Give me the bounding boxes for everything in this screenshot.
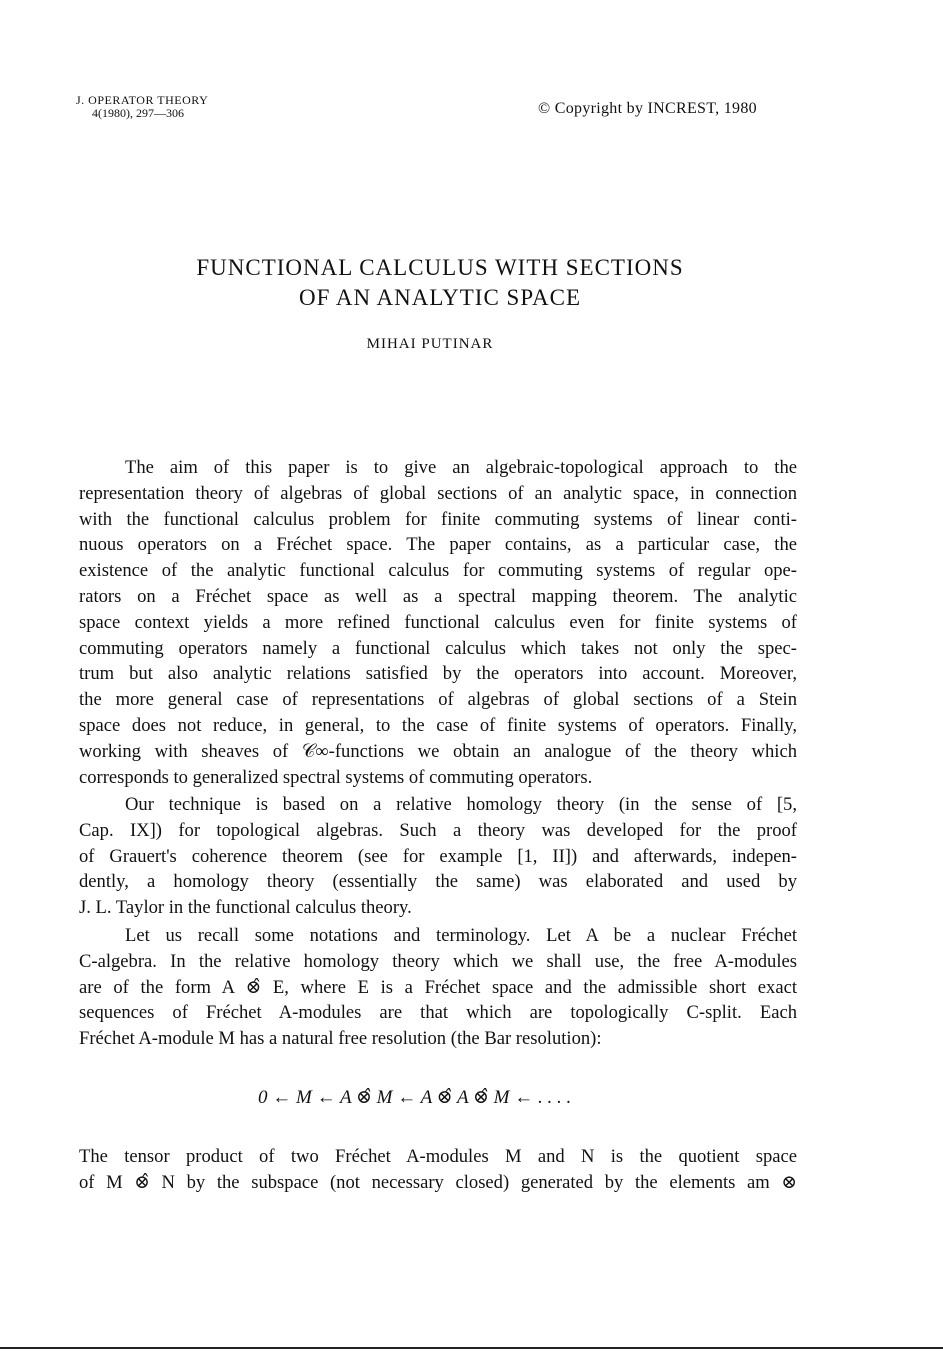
- text-line: trum but also analytic relations satisfied by the operators into account. Moreover,: [79, 663, 797, 685]
- copyright-notice: © Copyright by INCREST, 1980: [538, 100, 757, 117]
- text-line: representation theory of algebras of global sections of an analytic space, in connection: [79, 482, 797, 504]
- text-line: Fréchet A-module M has a natural free resolution (the Bar resolution):: [79, 1028, 602, 1050]
- paragraph-3: [79, 923, 797, 1052]
- text-line: existence of the analytic functional calculus for commuting systems of regular ope-: [79, 560, 797, 582]
- text-line: space context yields a more refined functional calculus even for finite systems of: [79, 611, 797, 633]
- text-line: nuous operators on a Fréchet space. The paper contains, as a particular case, the: [79, 534, 797, 556]
- journal-volume: 4(1980), 297—306: [92, 106, 184, 120]
- text-line: are of the form A ⊗̂ E, where E is a Fréchet space and the admissible short exact: [79, 976, 797, 998]
- text-line: The aim of this paper is to give an algebraic-topological approach to the: [125, 457, 797, 478]
- paragraph-1: [79, 455, 797, 790]
- text-line: The tensor product of two Fréchet A-modules M and N is the quotient space: [79, 1146, 797, 1167]
- text-line: of M ⊗̂ N by the subspace (not necessary closed) generated by the elements am ⊗: [79, 1171, 797, 1193]
- text-line: space does not reduce, in general, to the case of finite systems of operators. Finally,: [79, 714, 797, 736]
- text-line: of Grauert's coherence theorem (see for example [1, II]) and afterwards, indepen-: [79, 845, 797, 867]
- text-line: Our technique is based on a relative homology theory (in the sense of [5,: [125, 794, 797, 815]
- page-bottom-edge: [0, 1347, 943, 1349]
- text-line: working with sheaves of 𝒞∞-functions we obtain an analogue of the theory which: [79, 740, 797, 762]
- paper-title-line-1: FUNCTIONAL CALCULUS WITH SECTIONS: [196, 255, 684, 280]
- text-line: C-algebra. In the relative homology theory which we shall use, the free A-modules: [79, 950, 797, 972]
- text-line: Let us recall some notations and terminology. Let A be a nuclear Fréchet: [125, 925, 797, 946]
- bar-resolution-equation: 0 ← M ← A ⊗̂ M ← A ⊗̂ A ⊗̂ M ← . . . .: [258, 1087, 572, 1108]
- text-line: corresponds to generalized spectral systems of commuting operators.: [79, 766, 593, 788]
- text-line: with the functional calculus problem for finite commuting systems of linear conti-: [79, 508, 797, 530]
- journal-header: [76, 94, 208, 120]
- paragraph-4: [79, 1144, 797, 1196]
- paper-title-line-2: OF AN ANALYTIC SPACE: [298, 285, 582, 310]
- text-line: sequences of Fréchet A-modules are that which are topologically C-split. Each: [79, 1002, 797, 1024]
- journal-name: J. OPERATOR THEORY: [76, 93, 209, 107]
- text-line: rators on a Fréchet space as well as a spectral mapping theorem. The analytic: [79, 585, 797, 607]
- text-line: the more general case of representations of algebras of global sections of a Stein: [79, 689, 797, 711]
- text-line: Cap. IX]) for topological algebras. Such a theory was developed for the proof: [79, 819, 797, 841]
- text-line: J. L. Taylor in the functional calculus theory.: [79, 897, 412, 919]
- author-name: MIHAI PUTINAR: [366, 336, 494, 352]
- text-line: dently, a homology theory (essentially the same) was elaborated and used by: [79, 871, 797, 893]
- text-line: commuting operators namely a functional calculus which takes not only the spec-: [79, 637, 797, 659]
- paragraph-2: [79, 792, 797, 921]
